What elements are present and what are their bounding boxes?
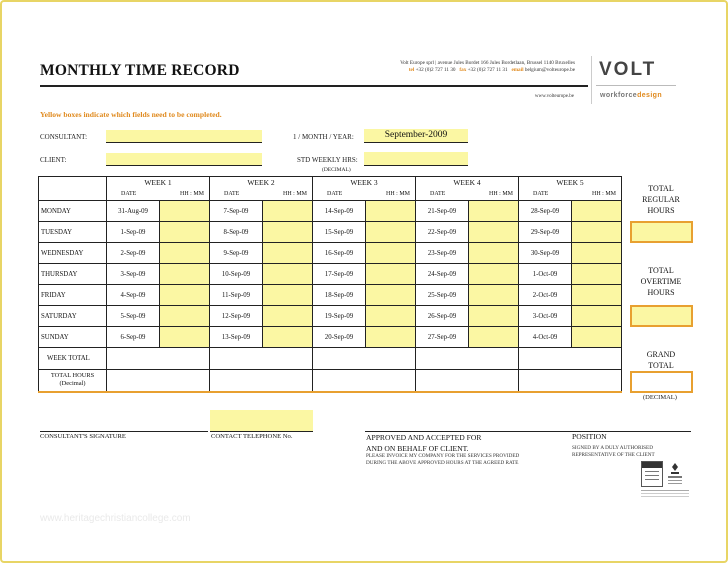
hours-input-cell[interactable] — [572, 285, 622, 306]
date-cell: 22-Sep-09 — [416, 222, 469, 243]
logo-tag-workforce: workforce — [600, 92, 638, 99]
total-overtime-hours-heading — [628, 265, 694, 298]
week-5-header: WEEK 5 — [519, 177, 622, 189]
day-row-friday — [39, 285, 622, 306]
title-rule — [40, 85, 588, 87]
week-4-total-hours — [416, 370, 519, 392]
date-cell: 19-Sep-09 — [313, 306, 366, 327]
date-cell: 10-Sep-09 — [210, 264, 263, 285]
hhmm-col-header: HH : MM — [469, 189, 519, 201]
day-name: THURSDAY — [39, 264, 107, 285]
total-hours-title: TOTAL HOURS — [50, 372, 95, 380]
date-cell: 6-Sep-09 — [107, 327, 160, 348]
date-cell: 3-Sep-09 — [107, 264, 160, 285]
hhmm-col-header: HH : MM — [160, 189, 210, 201]
overtime-line-1: TOTAL — [648, 266, 674, 275]
regular-line-1: TOTAL — [648, 184, 674, 193]
grand-line-1: GRAND — [646, 350, 676, 359]
certificate-details — [641, 490, 689, 497]
grand-total-field[interactable] — [630, 371, 693, 393]
page-title: MONTHLY TIME RECORD — [40, 62, 240, 79]
time-table — [38, 176, 622, 393]
std-weekly-hrs-label: STD WEEKLY HRS: — [297, 156, 358, 164]
watermark-text: www.heritagechristiancollege.com — [40, 513, 191, 524]
week-2-total — [210, 348, 313, 370]
hours-input-cell[interactable] — [160, 243, 210, 264]
consultant-label: CONSULTANT: — [40, 133, 88, 141]
hours-input-cell[interactable] — [263, 264, 313, 285]
day-row-saturday — [39, 306, 622, 327]
logo-tagline — [600, 92, 662, 99]
signature-line — [40, 431, 208, 432]
regular-line-2: REGULAR — [642, 195, 680, 204]
date-cell: 9-Sep-09 — [210, 243, 263, 264]
date-cell: 7-Sep-09 — [210, 201, 263, 222]
date-cell: 2-Sep-09 — [107, 243, 160, 264]
approved-line-2: AND ON BEHALF OF CLIENT. — [366, 444, 469, 453]
day-row-thursday — [39, 264, 622, 285]
date-cell: 13-Sep-09 — [210, 327, 263, 348]
tel-value: +32 (0)2 727 11 30 — [415, 67, 456, 73]
contact-telephone-field[interactable] — [210, 410, 313, 432]
client-label: CLIENT: — [40, 156, 67, 164]
date-cell: 24-Sep-09 — [416, 264, 469, 285]
hours-input-cell[interactable] — [263, 222, 313, 243]
company-contact — [330, 60, 575, 74]
hours-input-cell[interactable] — [366, 264, 416, 285]
signed-line-1: SIGNED BY A DULY AUTHORISED — [572, 445, 653, 451]
day-rows — [39, 201, 622, 348]
date-cell: 18-Sep-09 — [313, 285, 366, 306]
date-cell: 14-Sep-09 — [313, 201, 366, 222]
hours-input-cell[interactable] — [366, 306, 416, 327]
hhmm-col-header: HH : MM — [572, 189, 622, 201]
week-2-header: WEEK 2 — [210, 177, 313, 189]
hours-input-cell[interactable] — [366, 327, 416, 348]
tel-label: tel — [408, 67, 415, 73]
date-col-header: DATE — [416, 189, 469, 201]
hours-input-cell[interactable] — [469, 201, 519, 222]
hours-input-cell[interactable] — [572, 243, 622, 264]
decimal-note: (DECIMAL) — [322, 167, 351, 173]
day-row-monday — [39, 201, 622, 222]
hhmm-col-header: HH : MM — [263, 189, 313, 201]
date-cell: 8-Sep-09 — [210, 222, 263, 243]
hours-input-cell[interactable] — [366, 222, 416, 243]
hours-input-cell[interactable] — [160, 222, 210, 243]
logo-divider — [596, 85, 676, 86]
day-name: MONDAY — [39, 201, 107, 222]
corner-cell — [39, 177, 107, 201]
contact-telephone-label: CONTACT TELEPHONE No. — [211, 433, 293, 440]
consultant-field[interactable] — [106, 130, 262, 143]
ukas-certification-icon — [665, 461, 685, 487]
week-1-total-hours — [107, 370, 210, 392]
signed-line-2: REPRESENTATIVE OF THE CLIENT — [572, 452, 655, 458]
regular-line-3: HOURS — [647, 206, 675, 215]
week-1-header: WEEK 1 — [107, 177, 210, 189]
day-name: TUESDAY — [39, 222, 107, 243]
grand-total-heading — [628, 349, 694, 371]
date-cell: 5-Sep-09 — [107, 306, 160, 327]
invoice-line-1: PLEASE INVOICE MY COMPANY FOR THE SERVICES PROVIDED — [366, 453, 520, 459]
week-3-header: WEEK 3 — [313, 177, 416, 189]
overtime-line-3: HOURS — [647, 288, 675, 297]
day-name: FRIDAY — [39, 285, 107, 306]
date-cell: 28-Sep-09 — [519, 201, 572, 222]
week-4-total — [416, 348, 519, 370]
date-cell: 17-Sep-09 — [313, 264, 366, 285]
hours-input-cell[interactable] — [263, 201, 313, 222]
total-hours-label — [39, 370, 107, 392]
company-address: Volt Europe sprl | avenue Jules Bordet 166 Jules Bordetlaan, Brussel 1140 Bruxelles — [400, 60, 575, 66]
instruction-text: Yellow boxes indicate which fields need to be completed. — [40, 110, 222, 119]
date-col-header: DATE — [313, 189, 366, 201]
hours-input-cell[interactable] — [469, 285, 519, 306]
day-row-sunday — [39, 327, 622, 348]
day-name: SATURDAY — [39, 306, 107, 327]
hours-input-cell[interactable] — [263, 285, 313, 306]
grand-total-decimal: (DECIMAL) — [643, 394, 677, 401]
approved-text — [366, 432, 481, 454]
subheader-row — [39, 189, 622, 201]
hours-input-cell[interactable] — [572, 201, 622, 222]
hours-input-cell[interactable] — [160, 201, 210, 222]
date-cell: 15-Sep-09 — [313, 222, 366, 243]
date-cell: 1-Sep-09 — [107, 222, 160, 243]
week-3-total-hours — [313, 370, 416, 392]
total-hours-sub: (Decimal) — [59, 380, 86, 388]
week-total-row — [39, 348, 622, 370]
hours-input-cell[interactable] — [160, 264, 210, 285]
hours-input-cell[interactable] — [469, 222, 519, 243]
hours-input-cell[interactable] — [263, 243, 313, 264]
email-label: email — [511, 67, 524, 73]
hours-input-cell[interactable] — [572, 306, 622, 327]
date-cell: 27-Sep-09 — [416, 327, 469, 348]
hours-input-cell[interactable] — [572, 264, 622, 285]
date-cell: 4-Sep-09 — [107, 285, 160, 306]
week-header-row — [39, 177, 622, 189]
week-5-total — [519, 348, 622, 370]
date-cell: 26-Sep-09 — [416, 306, 469, 327]
date-col-header: DATE — [107, 189, 160, 201]
date-cell: 25-Sep-09 — [416, 285, 469, 306]
hours-input-cell[interactable] — [160, 285, 210, 306]
hours-input-cell[interactable] — [572, 222, 622, 243]
website-link[interactable]: www.volteurope.be — [534, 94, 574, 99]
email-value[interactable]: belgium@volteurope.be — [524, 67, 575, 73]
hhmm-col-header: HH : MM — [366, 189, 416, 201]
hours-input-cell[interactable] — [160, 306, 210, 327]
quality-certification-badge — [641, 461, 663, 487]
date-cell: 4-Oct-09 — [519, 327, 572, 348]
hours-input-cell[interactable] — [469, 264, 519, 285]
date-cell: 12-Sep-09 — [210, 306, 263, 327]
date-cell: 1-Oct-09 — [519, 264, 572, 285]
date-col-header: DATE — [210, 189, 263, 201]
date-cell: 16-Sep-09 — [313, 243, 366, 264]
date-cell: 11-Sep-09 — [210, 285, 263, 306]
date-cell: 2-Oct-09 — [519, 285, 572, 306]
day-name: SUNDAY — [39, 327, 107, 348]
invoice-line-2: DURING THE ABOVE APPROVED HOURS AT THE AGREED RATE — [366, 460, 519, 466]
hours-input-cell[interactable] — [469, 306, 519, 327]
week-total-label: WEEK TOTAL — [39, 348, 107, 370]
hours-input-cell[interactable] — [366, 201, 416, 222]
volt-logo: VOLT — [599, 59, 657, 80]
date-cell: 21-Sep-09 — [416, 201, 469, 222]
position-label: POSITION — [572, 432, 607, 441]
hours-input-cell[interactable] — [572, 327, 622, 348]
total-hours-row — [39, 370, 622, 392]
total-regular-hours-field[interactable] — [630, 221, 693, 243]
week-3-total — [313, 348, 416, 370]
date-cell: 30-Sep-09 — [519, 243, 572, 264]
date-cell: 20-Sep-09 — [313, 327, 366, 348]
overtime-line-2: OVERTIME — [640, 277, 682, 286]
date-col-header: DATE — [519, 189, 572, 201]
phone-fax-line — [330, 67, 575, 74]
std-weekly-hrs-field[interactable] — [364, 152, 468, 166]
week-5-total-hours — [519, 370, 622, 392]
day-row-wednesday — [39, 243, 622, 264]
month-year-label: 1 / MONTH / YEAR: — [293, 133, 354, 141]
week-1-total — [107, 348, 210, 370]
date-cell: 31-Aug-09 — [107, 201, 160, 222]
fax-label: fax — [459, 67, 467, 73]
client-field[interactable] — [106, 153, 262, 166]
date-cell: 3-Oct-09 — [519, 306, 572, 327]
total-overtime-hours-field[interactable] — [630, 305, 693, 327]
week-4-header: WEEK 4 — [416, 177, 519, 189]
hours-input-cell[interactable] — [469, 327, 519, 348]
consultant-signature-label: CONSULTANT'S SIGNATURE — [40, 433, 126, 440]
hours-input-cell[interactable] — [160, 327, 210, 348]
hours-input-cell[interactable] — [263, 327, 313, 348]
invoice-note — [366, 453, 519, 467]
week-2-total-hours — [210, 370, 313, 392]
month-year-field[interactable]: September-2009 — [364, 129, 468, 143]
hours-input-cell[interactable] — [366, 285, 416, 306]
signed-note — [572, 445, 655, 459]
grand-line-2: TOTAL — [648, 361, 674, 370]
hours-input-cell[interactable] — [263, 306, 313, 327]
day-row-tuesday — [39, 222, 622, 243]
date-cell: 23-Sep-09 — [416, 243, 469, 264]
fax-value: +32 (0)2 727 11 31 — [467, 67, 508, 73]
logo-tag-design: design — [637, 92, 663, 99]
hours-input-cell[interactable] — [366, 243, 416, 264]
day-name: WEDNESDAY — [39, 243, 107, 264]
approved-line-1: APPROVED AND ACCEPTED FOR — [366, 433, 482, 442]
total-regular-hours-heading — [628, 183, 694, 216]
date-cell: 29-Sep-09 — [519, 222, 572, 243]
hours-input-cell[interactable] — [469, 243, 519, 264]
